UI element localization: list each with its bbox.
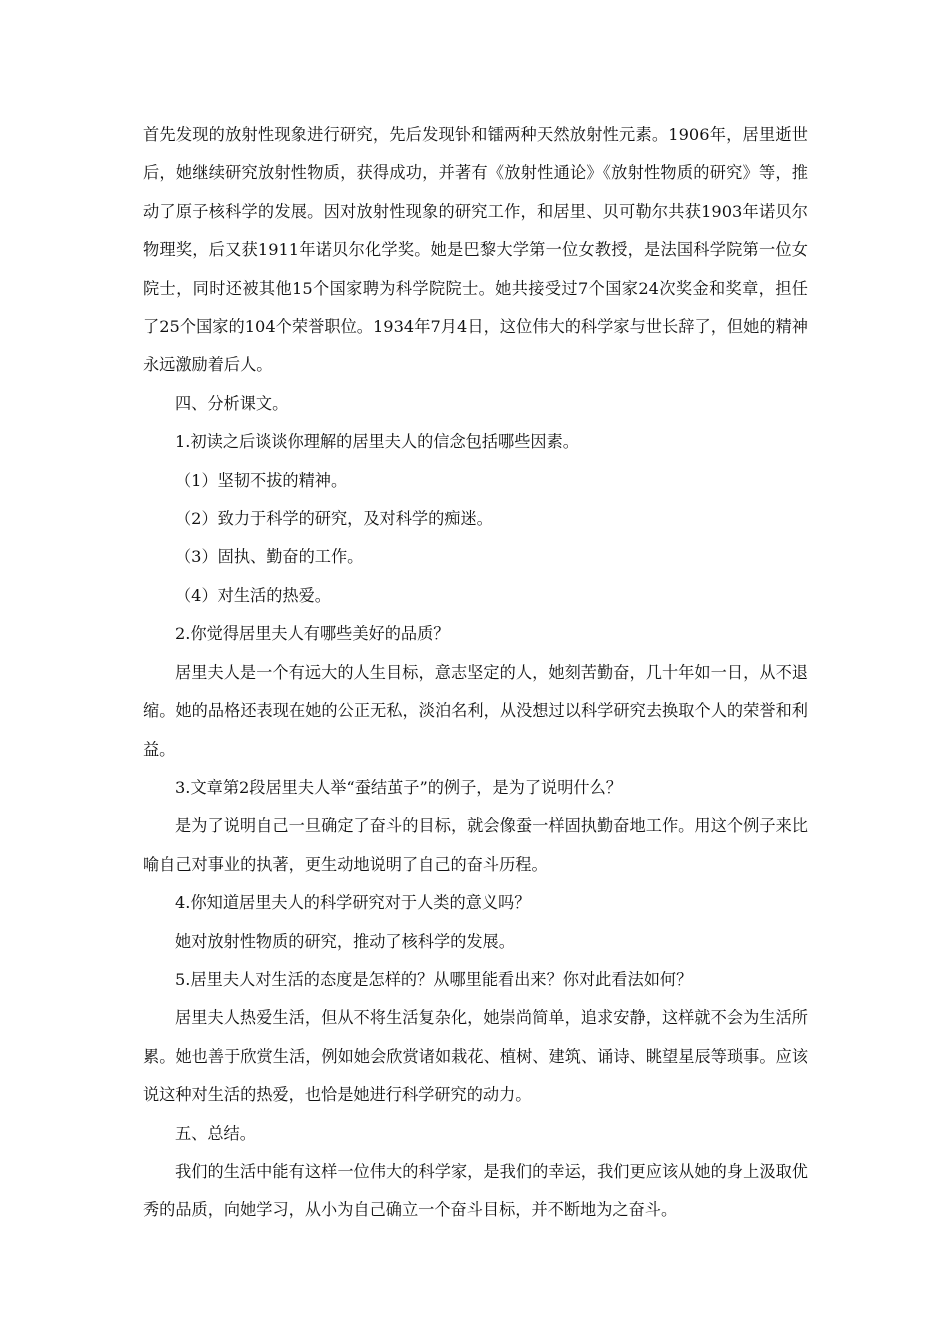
answer-item-4: （4）对生活的热爱。 — [175, 585, 331, 605]
answer-4: 她对放射性物质的研究，推动了核科学的发展。 — [175, 931, 515, 951]
section-heading-summary: 五、总结。 — [175, 1123, 256, 1143]
question-5: 5.居里夫人对生活的态度是怎样的？从哪里能看出来？你对此看法如何？ — [175, 969, 693, 989]
question-2: 2.你觉得居里夫人有哪些美好的品质？ — [175, 624, 450, 644]
answer-item-2: （2）致力于科学的研究，及对科学的痴迷。 — [175, 509, 493, 529]
document-body — [143, 116, 808, 1230]
section-heading-analysis: 四、分析课文。 — [175, 393, 289, 413]
question-1: 1.初读之后谈谈你理解的居里夫人的信念包括哪些因素。 — [175, 432, 579, 452]
question-4: 4.你知道居里夫人的科学研究对于人类的意义吗？ — [175, 893, 531, 913]
answer-item-3: （3）固执、勤奋的工作。 — [175, 547, 364, 567]
answer-2: 居里夫人是一个有远大的人生目标，意志坚定的人，她刻苦勤奋，几十年如一日，从不退缩。她的品格还表现在她的公正无私，淡泊名利，从没想过以科学研究去换取个人的荣誉和利益。 — [143, 662, 808, 759]
answer-item-1: （1）坚韧不拔的精神。 — [175, 470, 348, 490]
answer-5: 居里夫人热爱生活，但从不将生活复杂化，她崇尚简单，追求安静，这样就不会为生活所累。她也善于欣赏生活，例如她会欣赏诸如栽花、植树、建筑、诵诗、眺望星辰等琐事。应该说这种对生活的热爱，也恰是她进行科学研究的动力。 — [143, 1008, 808, 1105]
paragraph-curie-biography: 首先发现的放射性现象进行研究，先后发现钋和镭两种天然放射性元素。1906年，居里逝世后，她继续研究放射性物质，获得成功，并著有《放射性通论》《放射性物质的研究》等，推动了原子核科学的发展。因对放射性现象的研究工作，和居里、贝可勒尔共获1903年诺贝尔物理奖，后又获1911年诺贝尔化学奖。她是巴黎大学第一位女教授，是法国科学院第一位女院士，同时还被其他15个国家聘为科学院院士。她共接受过7个国家24次奖金和奖章，担任了25个国家的104个荣誉职位。1934年7月4日，这位伟大的科学家与世长辞了，但她的精神永远激励着后人。 — [143, 125, 808, 375]
summary-paragraph: 我们的生活中能有这样一位伟大的科学家，是我们的幸运，我们更应该从她的身上汲取优秀的品质，向她学习，从小为自己确立一个奋斗目标，并不断地为之奋斗。 — [143, 1161, 808, 1220]
question-3: 3.文章第2段居里夫人举“蚕结茧子”的例子，是为了说明什么？ — [175, 777, 622, 797]
answer-3: 是为了说明自己一旦确定了奋斗的目标，就会像蚕一样固执勤奋地工作。用这个例子来比喻自己对事业的执著，更生动地说明了自己的奋斗历程。 — [143, 816, 808, 874]
